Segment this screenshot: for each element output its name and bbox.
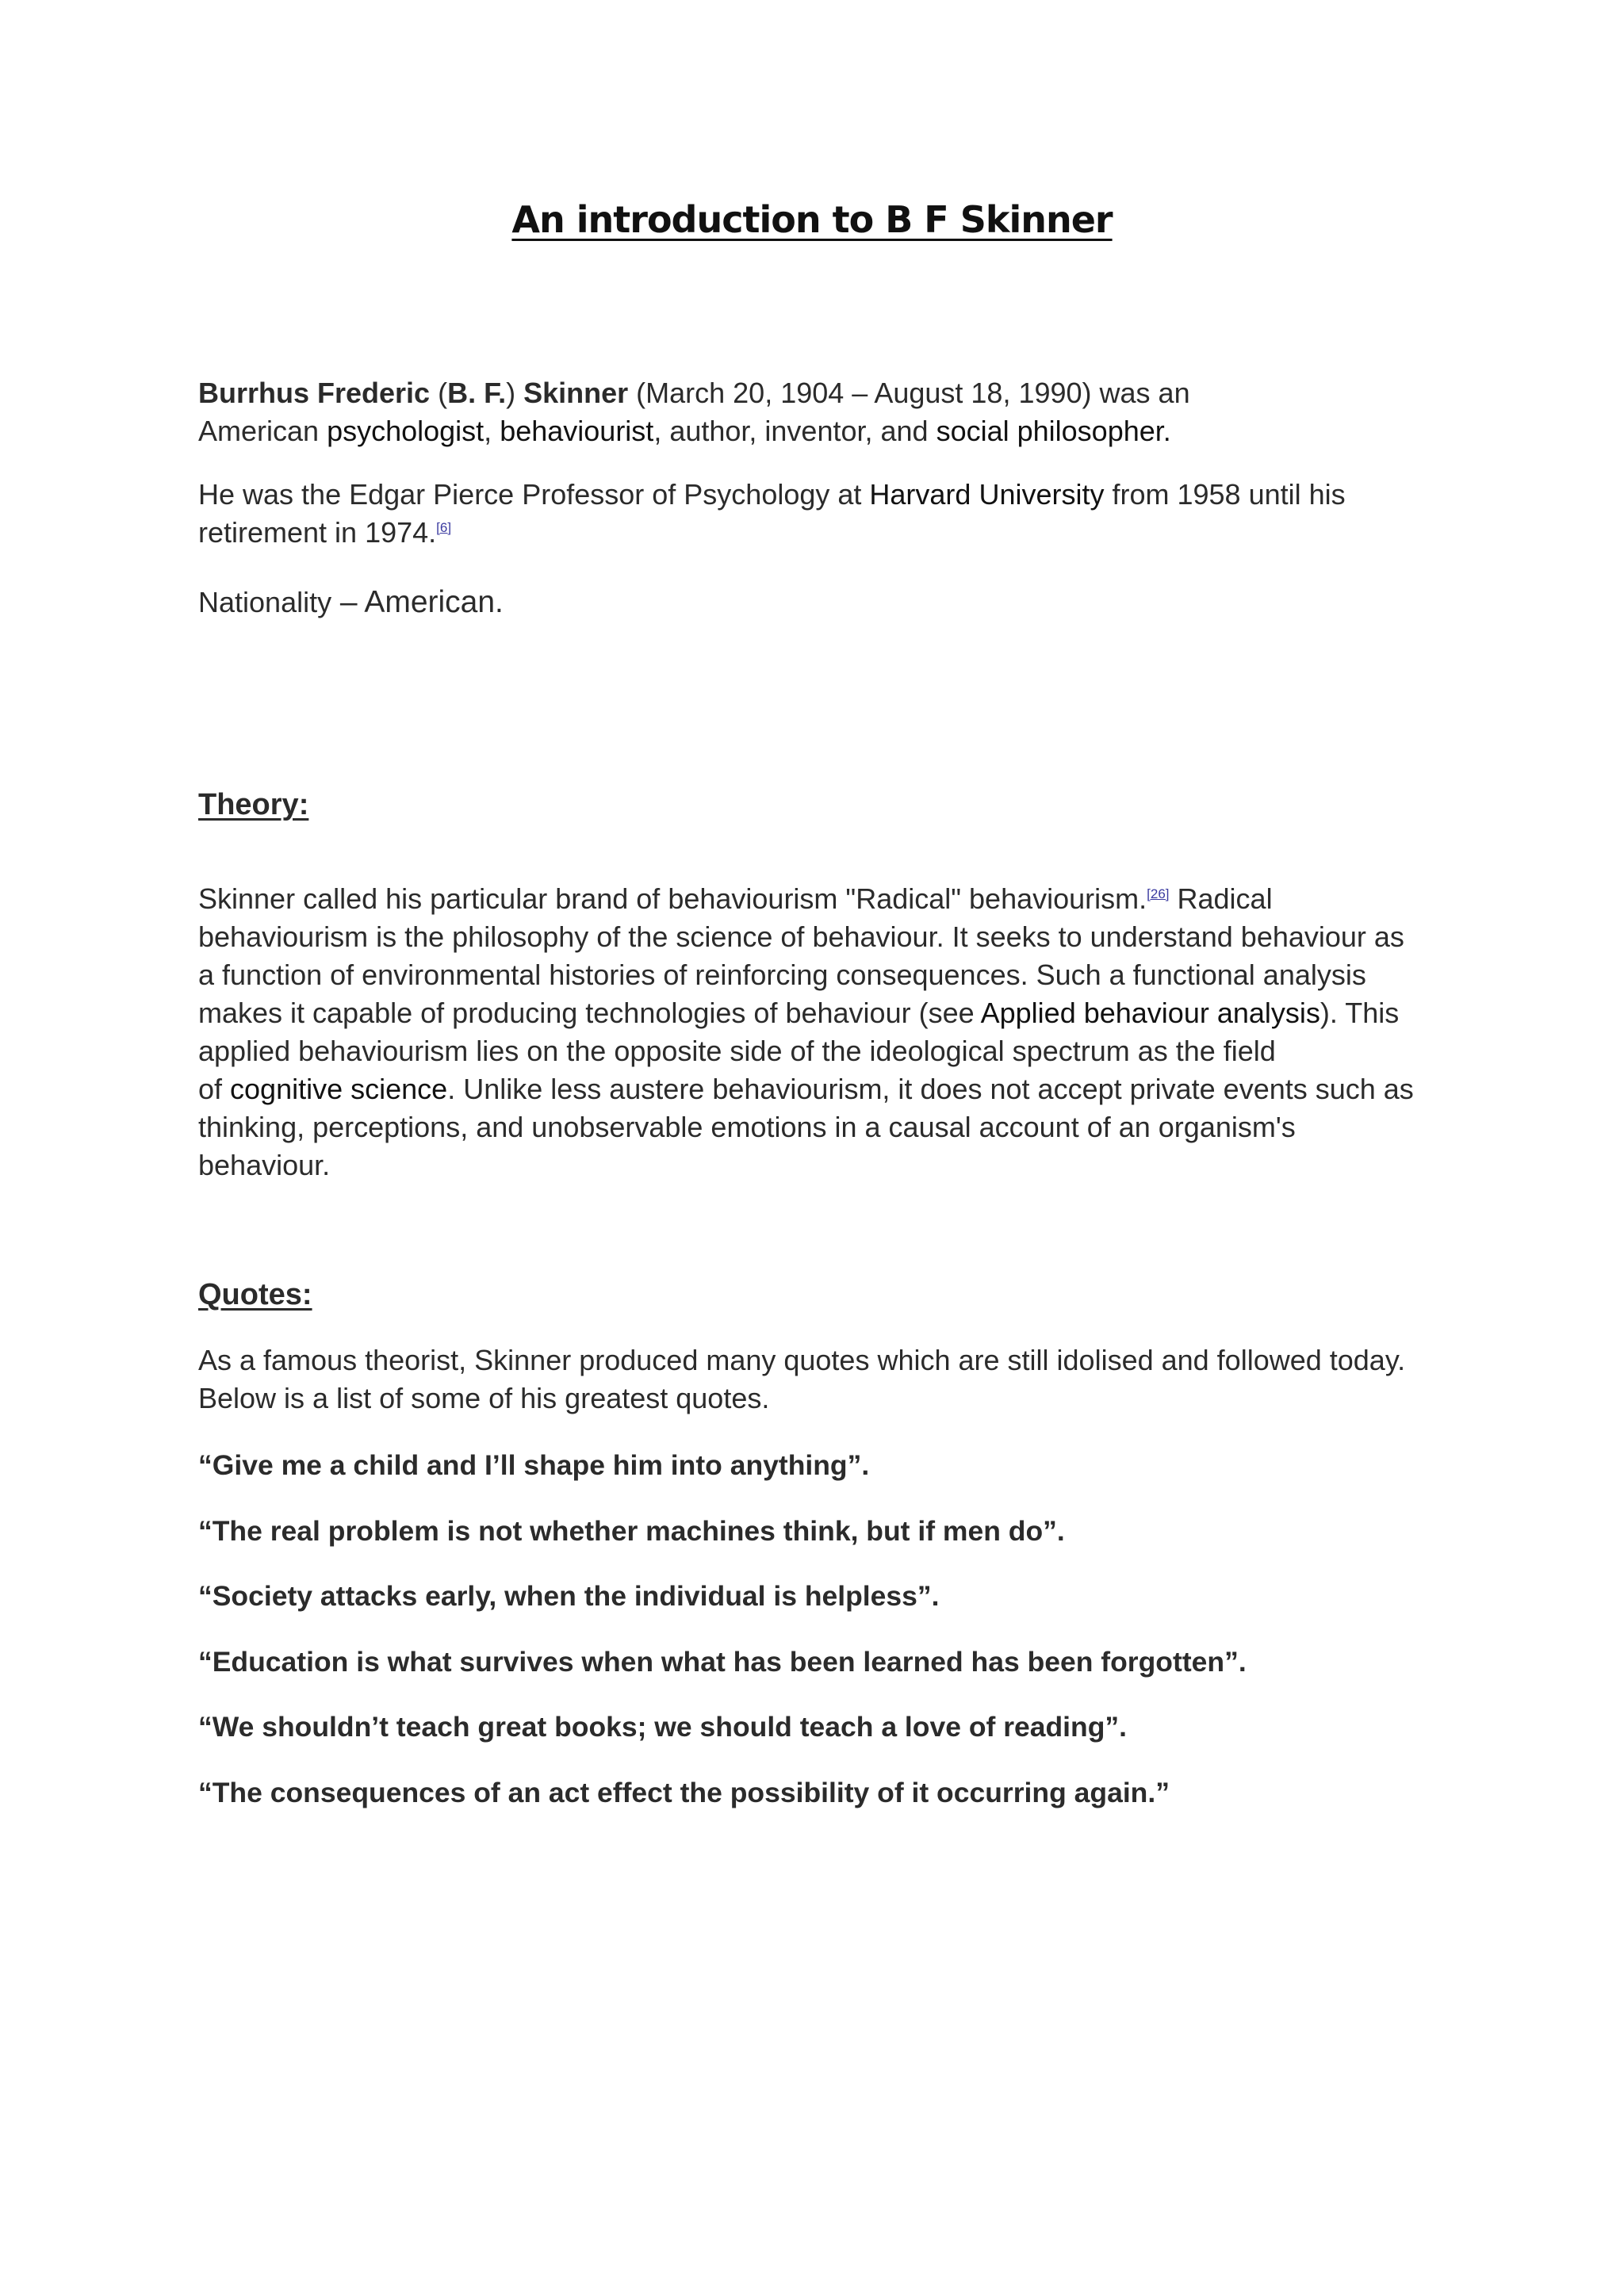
harvard-text-3: retirement in 1974. <box>198 516 437 549</box>
quote-item: “We shouldn’t teach great books; we should teach a love of reading”. <box>198 1711 1128 1743</box>
theory-line-5: applied behaviourism lies on the opposite side of the ideological spectrum as the field <box>198 1035 1276 1067</box>
intro-line-2 <box>198 412 1435 450</box>
intro-comma: , <box>484 415 500 447</box>
theory-line-3: a function of environmental histories of reinforcing consequences. Such a functional analysis <box>198 959 1366 991</box>
link-social-philosopher[interactable]: social philosopher <box>936 415 1163 447</box>
quotes-intro-line-1: As a famous theorist, Skinner produced many quotes which are still idolised and followed today. <box>198 1344 1406 1376</box>
theory-line-2: behaviourism is the philosophy of the science of behaviour. It seeks to understand behaviour as <box>198 920 1404 953</box>
theory-text-6a: of <box>198 1073 231 1105</box>
nationality-dash: – <box>331 585 365 619</box>
theory-text-4a: makes it capable of producing technologies of behaviour (see <box>198 997 981 1029</box>
quote-item: “The consequences of an act effect the possibility of it occurring again.” <box>198 1777 1170 1808</box>
theory-text-6b: . Unlike less austere behaviourism, it does not accept private events such as <box>447 1073 1414 1105</box>
theory-text-4b: ). This <box>1320 997 1400 1029</box>
quotes-heading: Quotes: <box>198 1278 312 1311</box>
harvard-line-1 <box>198 476 1435 514</box>
harvard-line-2 <box>198 514 1435 552</box>
intro-dates: (March 20, 1904 – August 18, 1990) was an <box>628 377 1190 409</box>
quote-item: “Society attacks early, when the individual is helpless”. <box>198 1580 940 1612</box>
nationality-value: American. <box>364 585 504 619</box>
link-cognitive-science[interactable]: cognitive science <box>230 1073 448 1105</box>
intro-paragraph <box>198 374 1435 450</box>
harvard-paragraph <box>198 476 1435 552</box>
intro-roles: , author, inventor, and <box>653 415 936 447</box>
link-harvard[interactable]: Harvard University <box>869 478 1105 511</box>
quote-item: “Education is what survives when what has been learned has been forgotten”. <box>198 1646 1247 1678</box>
theory-heading: Theory: <box>198 788 309 821</box>
name-last: Skinner <box>523 377 629 409</box>
name-initials: B. F. <box>447 377 507 409</box>
theory-text-1b: Radical <box>1169 882 1273 915</box>
reference-6[interactable]: [6] <box>436 520 452 535</box>
link-applied-behaviour-analysis[interactable]: Applied behaviour analysis <box>980 997 1320 1029</box>
theory-line-7: thinking, perceptions, and unobservable emotions in a causal account of an organism's <box>198 1111 1296 1143</box>
theory-text-1a: Skinner called his particular brand of behaviourism "Radical" behaviourism. <box>198 882 1147 915</box>
theory-line-8: behaviour. <box>198 1149 331 1181</box>
theory-line-4 <box>198 994 1435 1032</box>
paren-close: ) <box>506 377 524 409</box>
theory-line-6 <box>198 1070 1435 1108</box>
nationality-label: Nationality <box>198 586 332 618</box>
paren-open: ( <box>430 377 448 409</box>
reference-26[interactable]: [26] <box>1147 886 1170 901</box>
intro-period: . <box>1162 415 1171 447</box>
harvard-text-1: He was the Edgar Pierce Professor of Psychology at <box>198 478 870 511</box>
quotes-intro <box>198 1341 1435 1418</box>
page-title-text: An introduction to B F Skinner <box>511 198 1113 241</box>
page-title <box>0 198 1624 241</box>
link-psychologist[interactable]: psychologist <box>327 415 485 447</box>
name-first: Burrhus Frederic <box>198 377 431 409</box>
nationality-line <box>198 584 1435 622</box>
link-behaviourist[interactable]: behaviourist <box>500 415 654 447</box>
quote-item: “Give me a child and I’ll shape him into anything”. <box>198 1449 870 1481</box>
theory-line-1 <box>198 880 1435 918</box>
quotes-intro-line-2: Below is a list of some of his greatest quotes. <box>198 1382 770 1414</box>
harvard-text-2: from 1958 until his <box>1104 478 1346 511</box>
theory-paragraph <box>198 880 1435 1184</box>
quote-item: “The real problem is not whether machines think, but if men do”. <box>198 1515 1065 1547</box>
intro-line-1 <box>198 374 1435 412</box>
intro-american: American <box>198 415 327 447</box>
